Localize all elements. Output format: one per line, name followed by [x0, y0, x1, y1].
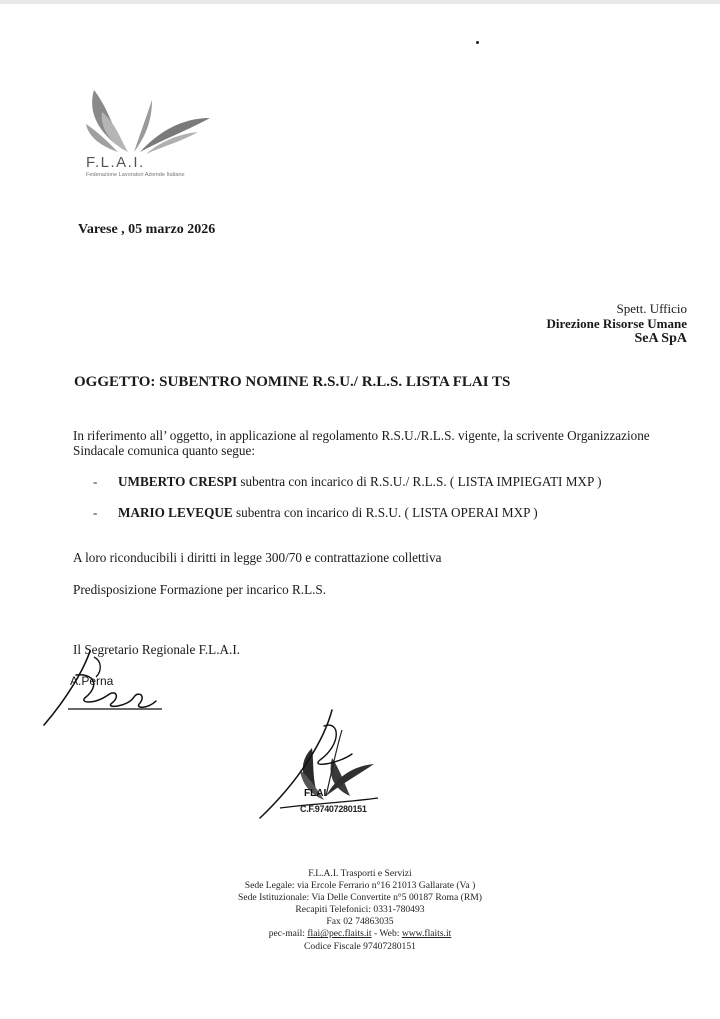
- intro-line-1: In riferimento all’ oggetto, in applicazione al regolamento R.S.U./R.L.S. vigente, la scrivente Organizzazione: [73, 428, 650, 443]
- footer-fax: Fax 02 74863035: [326, 916, 394, 928]
- stamp-label: FLAI: [304, 788, 327, 799]
- footer-pec-label: pec-mail:: [268, 928, 308, 940]
- list-item: [118, 474, 601, 490]
- letter-date: Varese , 05 marzo 2026: [78, 222, 216, 237]
- footer-contacts: [200, 928, 520, 940]
- signoff-title: Il Segretario Regionale F.L.A.I.: [73, 642, 241, 657]
- recipient-line-2: Direzione Risorse Umane: [546, 316, 687, 331]
- logo-abbreviation: F.L.A.I.: [86, 154, 145, 171]
- recipient-line-3: SeA SpA: [634, 331, 687, 346]
- list-item-dash: -: [93, 474, 98, 489]
- paragraph-rights: A loro riconducibili i diritti in legge 300/70 e contrattazione collettiva: [73, 550, 442, 565]
- footer-phone: Recapiti Telefonici: 0331-780493: [295, 904, 425, 916]
- recipient-line-1: Spett. Ufficio: [616, 301, 687, 316]
- paragraph-training: Predisposizione Formazione per incarico R.L.S.: [73, 582, 327, 597]
- list-item-text: subentra con incarico di R.S.U./ R.L.S. ( LISTA IMPIEGATI MXP ): [237, 474, 602, 489]
- signatory-name: A.Perna: [70, 674, 114, 688]
- leaf-logo-icon: [80, 84, 220, 164]
- scan-speck: [476, 41, 479, 44]
- footer-tax-code: Codice Fiscale 97407280151: [304, 940, 416, 952]
- official-stamp: [240, 700, 390, 822]
- footer-inst-seat: Sede Istituzionale: Via Delle Convertite n°5 00187 Roma (RM): [238, 892, 482, 904]
- letter-footer: [200, 868, 520, 953]
- footer-org: F.L.A.I. Trasporti e Servizi: [308, 868, 412, 879]
- footer-legal-seat: Sede Legale: via Ercole Ferrario n°16 21013 Gallarate (Va ): [244, 880, 476, 892]
- list-item-text: subentra con incarico di R.S.U. ( LISTA OPERAI MXP ): [232, 505, 538, 520]
- list-item: [118, 505, 538, 521]
- list-item-name: MARIO LEVEQUE: [118, 505, 233, 520]
- footer-web-link[interactable]: www.flaits.it: [401, 928, 452, 940]
- scan-top-band: [0, 0, 720, 4]
- letter-subject: OGGETTO: SUBENTRO NOMINE R.S.U./ R.L.S. LISTA FLAI TS: [74, 374, 511, 390]
- logo-full-name: Federazione Lavoratori Aziende Italiane: [86, 172, 185, 178]
- list-item-dash: -: [93, 505, 98, 520]
- list-item-name: UMBERTO CRESPI: [118, 474, 238, 489]
- intro-line-2: Sindacale comunica quanto segue:: [73, 443, 255, 458]
- footer-pec-link[interactable]: flai@pec.flaits.it: [307, 928, 372, 940]
- footer-web-label: - Web:: [371, 928, 402, 940]
- handwritten-signature: [38, 645, 168, 730]
- stamp-tax-code: C.F.97407280151: [300, 804, 367, 814]
- flai-logo: [80, 84, 220, 186]
